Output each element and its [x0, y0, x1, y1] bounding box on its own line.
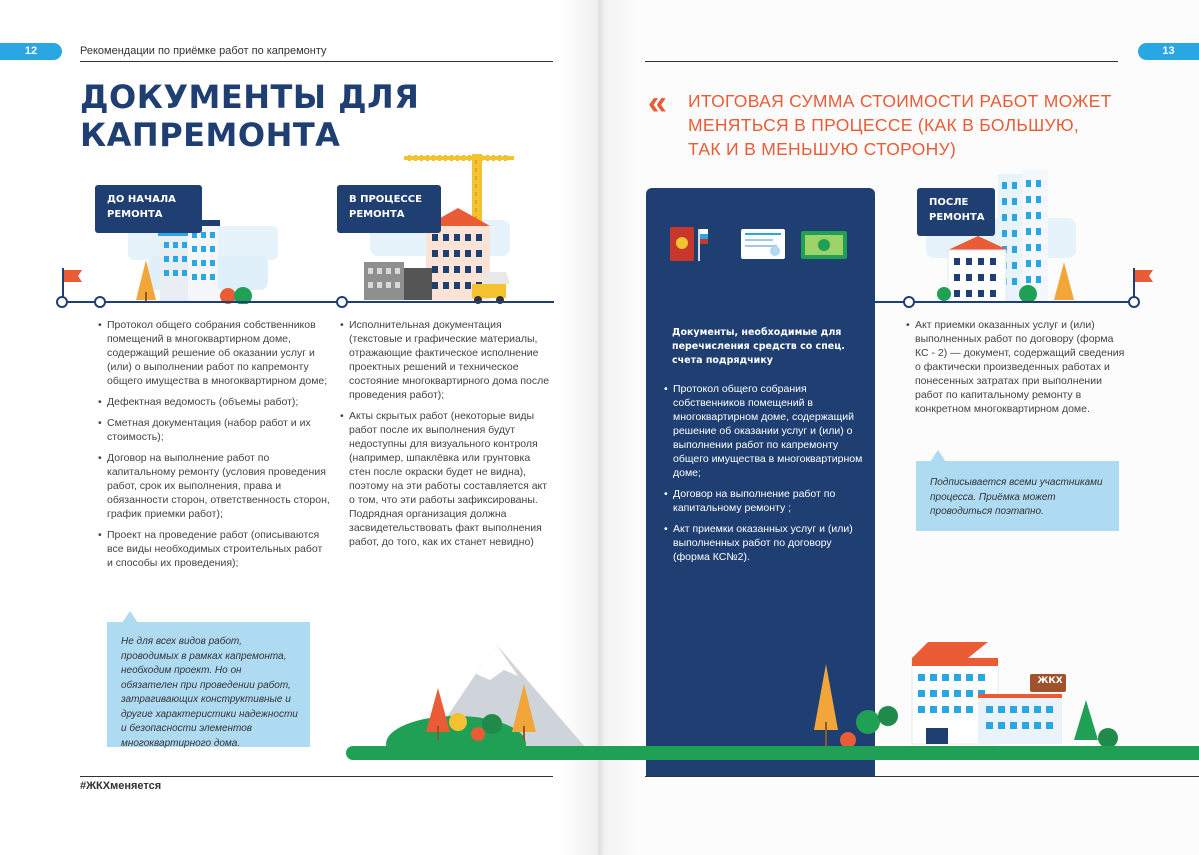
stage-label-after-line1: ПОСЛЕ — [929, 197, 969, 208]
list-item: • Договор на выполнение работ по капитальному ремонту ; — [664, 487, 869, 515]
footer-rule-left — [80, 776, 553, 777]
page-title-line2: КАПРЕМОНТА — [80, 116, 341, 154]
list-item: • Проект на проведение работ (описываются все виды необходимых строительных работ и способы их проведения); — [98, 528, 330, 570]
page-title-line1: ДОКУМЕНТЫ ДЛЯ — [80, 78, 420, 116]
illustration-mountain-trees — [386, 636, 586, 748]
note-project-requirement: Не для всех видов работ, проводимых в рамках капремонта, необходим проект. Но он обязателен при проведении работ, затрагивающих конструктивные и другие характеристики надежности и безопасности элементов многоквартирного дома. — [107, 622, 310, 747]
stage-label-during-line1: В ПРОЦЕССЕ — [349, 194, 422, 205]
payment-documents-list — [664, 382, 869, 571]
header-rule-left — [80, 61, 553, 62]
list-item: • Протокол общего собрания собственников помещений в многоквартирном доме, содержащий решение об оказании услуг и (или) о выполнении работ по капремонту общего имущества в многоквартирном доме; — [664, 382, 869, 480]
footer-hashtag: #ЖКХменяется — [80, 780, 162, 792]
page-title — [80, 78, 419, 154]
timeline-dot-after — [903, 296, 915, 308]
stage-label-after-line2: РЕМОНТА — [929, 212, 985, 223]
header-rule-right — [645, 61, 1118, 62]
footer-rule-right — [645, 776, 1199, 777]
zhkh-sign: ЖКХ — [1037, 676, 1063, 686]
list-item: • Дефектная ведомость (объемы работ); — [98, 395, 330, 409]
passport-flag-icon — [668, 227, 708, 263]
pull-quote-line3: ТАК И В МЕНЬШУЮ СТОРОНУ) — [688, 139, 957, 159]
start-flag-icon — [60, 268, 86, 298]
payment-panel-heading: Документы, необходимые для перечисления средств со спец. счета подрядчику — [672, 327, 845, 366]
pull-quote — [688, 89, 1112, 161]
money-banknote-icon — [801, 229, 849, 261]
stage-label-after — [917, 188, 995, 236]
documents-before-list — [98, 318, 330, 577]
stage-label-before — [95, 185, 202, 233]
documents-after-list — [906, 318, 1128, 423]
list-item: • Акт приемки оказанных услуг и (или) выполненных работ по договору (форма КС - 2) — документ, содержащий сведения о фактически произведенных работах и понесенных затратах при выполнении работ по капитальному ремонту в конкретном многоквартирном доме. — [906, 318, 1128, 416]
running-title: Рекомендации по приёмке работ по капремонту — [80, 45, 327, 57]
pull-quote-line2: МЕНЯТЬСЯ В ПРОЦЕССЕ (КАК В БОЛЬШУЮ, — [688, 115, 1080, 135]
illustration-renovated-district — [798, 634, 1120, 748]
documents-during-list — [340, 318, 554, 556]
page-number-right: 13 — [1138, 43, 1199, 60]
note-signing: Подписывается всеми участниками процесса. Приёмка может проводиться поэтапно. — [916, 461, 1119, 531]
timeline-left — [62, 301, 554, 303]
stage-label-during-line2: РЕМОНТА — [349, 209, 405, 220]
list-item: • Протокол общего собрания собственников помещений в многоквартирном доме, содержащий решение об оказании услуг и (или) о выполнении работ по капремонту общего имущества в многоквартирном доме; — [98, 318, 330, 388]
finish-flag-icon — [1131, 268, 1157, 298]
contract-document-icon — [741, 229, 785, 261]
list-item: • Акты скрытых работ (некоторые виды работ после их выполнения будут недоступны для визуального контроля (например, шпаклёвка или грунтовка стен после окраски будет не видна), поэтому на эти работы составляется акт о том, что эти работы зафиксированы. Подрядная организация должна засвидетельствовать факт выполнения работ, до того, как их станет невидно) — [340, 409, 554, 549]
timeline-dot-before — [94, 296, 106, 308]
page-number-left: 12 — [0, 43, 62, 60]
list-item: • Договор на выполнение работ по капитальному ремонту (условия проведения работ, срок их выполнения, права и обязанности сторон, ответственность сторон, график приемки работ); — [98, 451, 330, 521]
pull-quote-line1: ИТОГОВАЯ СУММА СТОИМОСТИ РАБОТ МОЖЕТ — [688, 91, 1112, 111]
list-item: • Исполнительная документация (текстовые и графические материалы, отражающие фактическое исполнение проектных решений и техническое состояние многоквартирного дома после проведения работ); — [340, 318, 554, 402]
stage-label-during — [337, 185, 441, 233]
stage-label-before-line2: РЕМОНТА — [107, 209, 163, 220]
ground-strip — [346, 746, 1199, 760]
list-item: • Сметная документация (набор работ и их стоимость); — [98, 416, 330, 444]
list-item: • Акт приемки оказанных услуг и (или) выполненных работ по договору (форма КС№2). — [664, 522, 869, 564]
stage-label-before-line1: ДО НАЧАЛА — [107, 194, 176, 205]
timeline-dot-during — [336, 296, 348, 308]
quote-mark-icon: « — [648, 84, 667, 122]
